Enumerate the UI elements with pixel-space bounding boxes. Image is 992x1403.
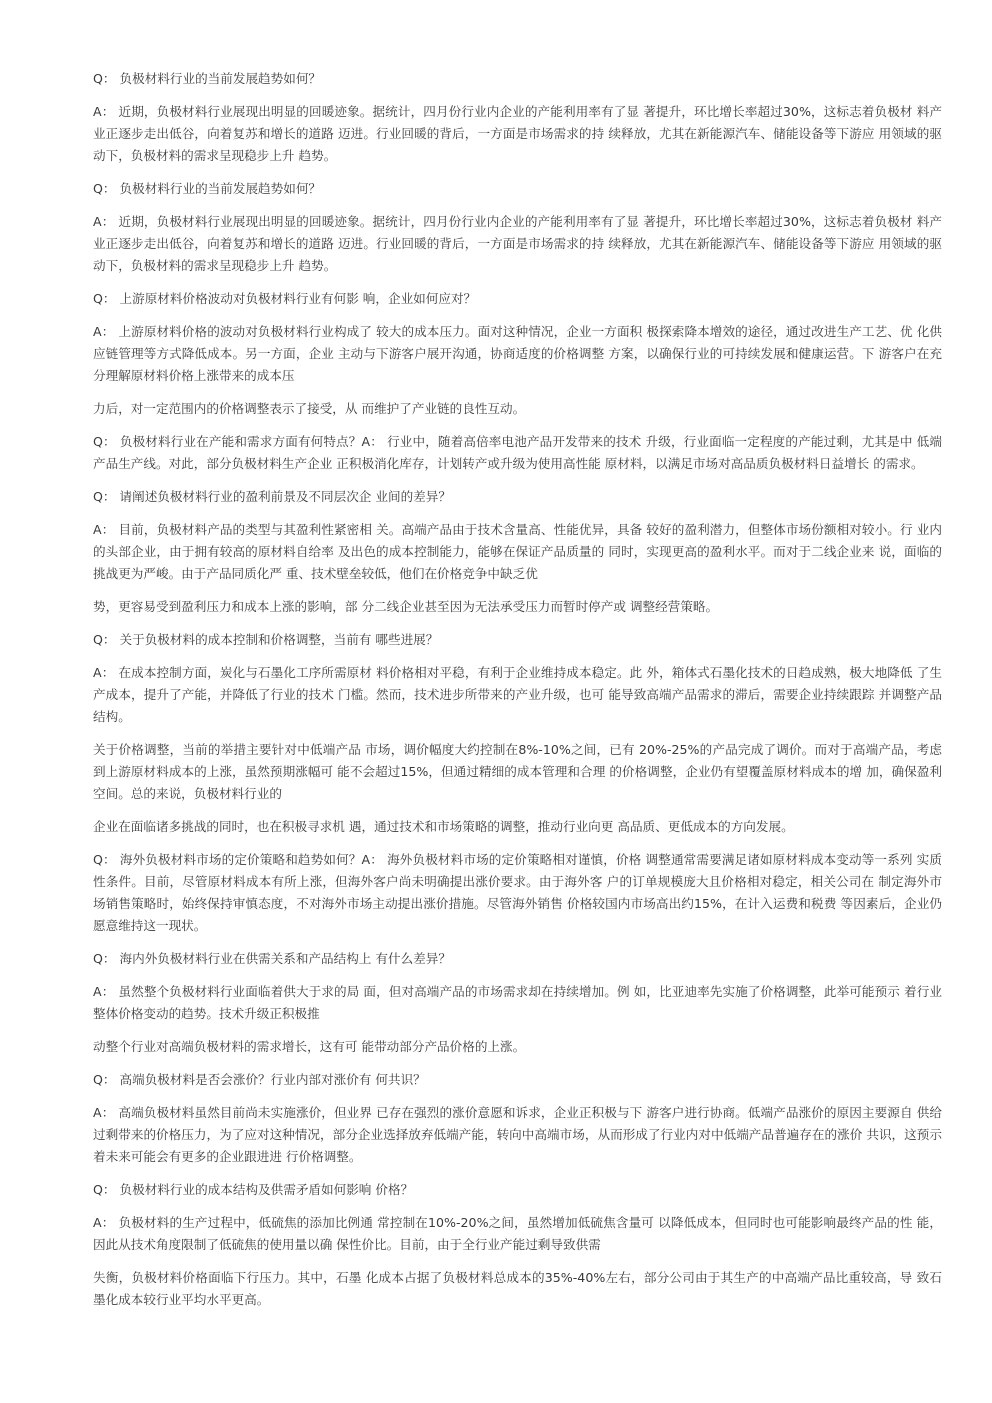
paragraph-question: Q： 请阐述负极材料行业的盈利前景及不同层次企 业间的差异？ (93, 489, 451, 504)
paragraph-question: Q： 负极材料行业的当前发展趋势如何？ (93, 71, 322, 86)
paragraph-answer: A： 虽然整个负极材料行业面临着供大于求的局 面，但对高端产品的市场需求却在持续增加。例 如，比亚迪率先实施了价格调整，此举可能预示 着行业整体价格变动的趋势。技术升级正积极推 (93, 984, 942, 1021)
paragraph-answer: A： 目前，负极材料产品的类型与其盈利性紧密相 关。高端产品由于技术含量高、性能优异，具备 较好的盈利潜力，但整体市场份额相对较小。行 业内的头部企业，由于拥有较高的原材料自给率 及出色的成本控制能力，能够在保证产品质量的 同时，实现更高的盈利水平。而对于二线企业来 说，面临的挑战更为严峻。由于产品同质化严 重、技术壁垒较低，他们在价格竞争中缺乏优 (93, 522, 942, 581)
paragraph-question: Q： 负极材料行业的成本结构及供需矛盾如何影响 价格？ (93, 1182, 414, 1197)
paragraph-answer: A： 近期，负极材料行业展现出明显的回暖迹象。据统计，四月份行业内企业的产能利用率有了显 著提升，环比增长率超过30%，这标志着负极材 料产业正逐步走出低谷，向着复苏和增长的道路 迈进。行业回暖的背后，一方面是市场需求的持 续释放，尤其在新能源汽车、储能设备等下游应 用领域的驱动下，负极材料的需求呈现稳步上升 趋势。 (93, 104, 942, 163)
paragraph-continuation: 力后，对一定范围内的价格调整表示了接受，从 而维护了产业链的良性互动。 (93, 401, 526, 416)
paragraph-question-answer: Q： 负极材料行业在产能和需求方面有何特点？A： 行业中，随着高倍率电池产品开发带来的技术 升级，行业面临一定程度的产能过剩，尤其是中 低端产品生产线。对此，部分负极材料生产企业 正积极消化库存，计划转产或升级为使用高性能 原材料，以满足市场对高品质负极材料日益增长 的需求。 (93, 434, 942, 471)
paragraph-answer: A： 高端负极材料虽然目前尚未实施涨价，但业界 已存在强烈的涨价意愿和诉求，企业正积极与下 游客户进行协商。低端产品涨价的原因主要源自 供给过剩带来的价格压力，为了应对这种情况，部分企业选择放弃低端产能，转向中高端市场，从而形成了行业内对中低端产品普遍存在的涨价 共识，这预示着未来可能会有更多的企业跟进进 行价格调整。 (93, 1105, 942, 1164)
paragraph-answer: A： 近期，负极材料行业展现出明显的回暖迹象。据统计，四月份行业内企业的产能利用率有了显 著提升，环比增长率超过30%，这标志着负极材 料产业正逐步走出低谷，向着复苏和增长的道路 迈进。行业回暖的背后，一方面是市场需求的持 续释放，尤其在新能源汽车、储能设备等下游应 用领域的驱动下，负极材料的需求呈现稳步上升 趋势。 (93, 214, 942, 273)
paragraph-continuation: 企业在面临诸多挑战的同时，也在积极寻求机 遇，通过技术和市场策略的调整，推动行业向更 高品质、更低成本的方向发展。 (93, 819, 794, 834)
paragraph-question-answer: Q： 海外负极材料市场的定价策略和趋势如何？A： 海外负极材料市场的定价策略相对谨慎，价格 调整通常需要满足诸如原材料成本变动等一系列 实质性条件。目前，尽管原材料成本有所上涨，但海外客户尚未明确提出涨价要求。由于海外客 户的订单规模庞大且价格相对稳定，相关公司在 制定海外市场销售策略时，始终保持审慎态度，不对海外市场主动提出涨价措施。尽管海外销售 价格较国内市场高出约15%，在计入运费和税费 等因素后，企业仍愿意维持这一现状。 (93, 852, 942, 933)
paragraph-question: Q： 关于负极材料的成本控制和价格调整，当前有 哪些进展？ (93, 632, 439, 647)
paragraph-answer: A： 负极材料的生产过程中，低硫焦的添加比例通 常控制在10%-20%之间，虽然增加低硫焦含量可 以降低成本，但同时也可能影响最终产品的性 能，因此从技术角度限制了低硫焦的使用量以确 保性价比。目前，由于全行业产能过剩导致供需 (93, 1215, 942, 1252)
paragraph-continuation: 动整个行业对高端负极材料的需求增长，这有可 能带动部分产品价格的上涨。 (93, 1039, 526, 1054)
paragraph-question: Q： 高端负极材料是否会涨价？行业内部对涨价有 何共识？ (93, 1072, 426, 1087)
paragraph-question: Q： 上游原材料价格波动对负极材料行业有何影 响，企业如何应对？ (93, 291, 477, 306)
paragraph-continuation: 势，更容易受到盈利压力和成本上涨的影响，部 分二线企业甚至因为无法承受压力而暂时停产或 调整经营策略。 (93, 599, 719, 614)
paragraph-answer: A： 上游原材料价格的波动对负极材料行业构成了 较大的成本压力。面对这种情况，企业一方面积 极探索降本增效的途径，通过改进生产工艺、优 化供应链管理等方式降低成本。另一方面，企业 主动与下游客户展开沟通，协商适度的价格调整 方案，以确保行业的可持续发展和健康运营。下 游客户在充分理解原材料价格上涨带来的成本压 (93, 324, 942, 383)
paragraph-question: Q： 海内外负极材料行业在供需关系和产品结构上 有什么差异？ (93, 951, 451, 966)
paragraph-question: Q： 负极材料行业的当前发展趋势如何？ (93, 181, 322, 196)
paragraph-answer: A： 在成本控制方面，炭化与石墨化工序所需原材 料价格相对平稳，有利于企业维持成本稳定。此 外，箱体式石墨化技术的日趋成熟，极大地降低 了生产成本，提升了产能，并降低了行业的技术 门槛。然而，技术进步所带来的产业升级，也可 能导致高端产品需求的滞后，需要企业持续跟踪 并调整产品结构。 (93, 665, 942, 724)
paragraph-body: 关于价格调整，当前的举措主要针对中低端产品 市场，调价幅度大约控制在8%-10%之间，已有 20%-25%的产品完成了调价。而对于高端产品，考虑到上游原材料成本的上涨，虽然预期涨幅可 能不会超过15%，但通过精细的成本管理和合理 的价格调整，企业仍有望覆盖原材料成本的增 加，确保盈利空间。总的来说，负极材料行业的 (93, 742, 942, 801)
paragraph-continuation: 失衡，负极材料价格面临下行压力。其中，石墨 化成本占据了负极材料总成本的35%-40%左右，部分公司由于其生产的中高端产品比重较高，导 致石墨化成本较行业平均水平更高。 (93, 1270, 942, 1307)
